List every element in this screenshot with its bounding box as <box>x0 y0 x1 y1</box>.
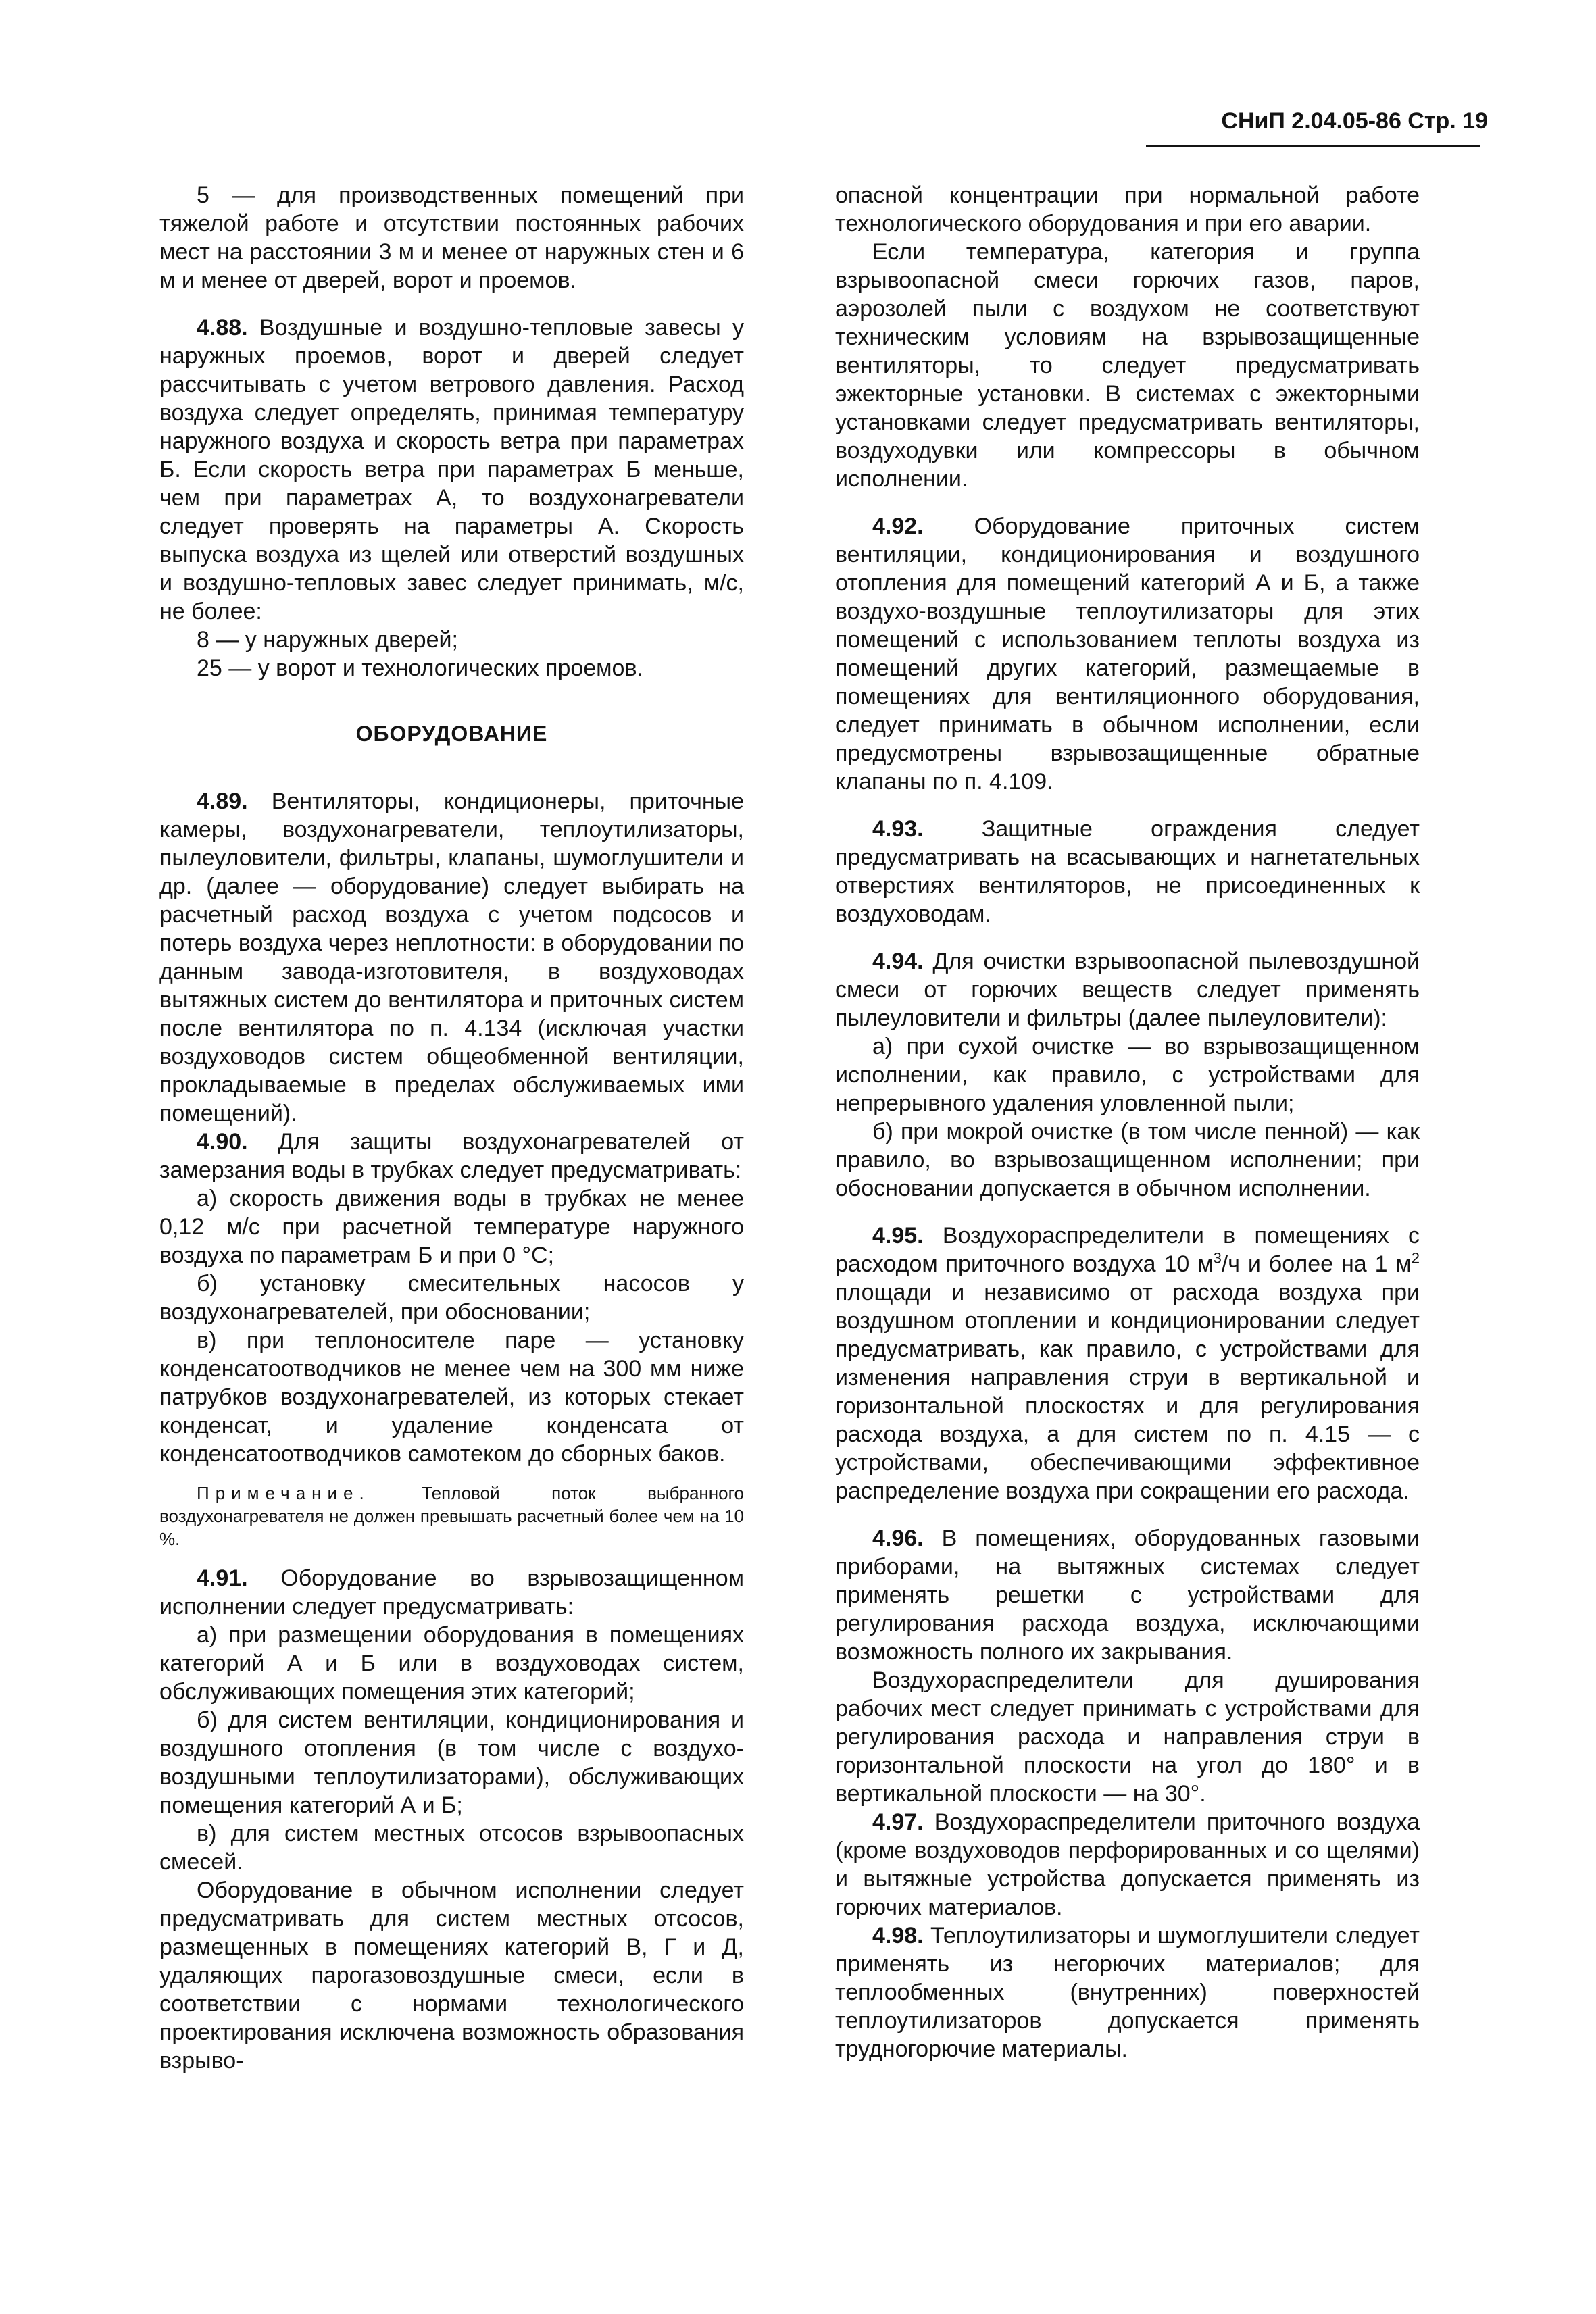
section-number: 4.94. <box>872 949 924 974</box>
section-text: Оборудование приточных систем вентиляции, кондиционирования и воздушного отопления для помещений категорий А и Б, а также воздухо-воздушные теплоутилизаторы для этих помещений с использованием теплоты воздуха из помещений других категорий, размещаемые в помещениях для вентиляционного оборудования, следует принимать в обычном исполнении, если предусмотрены взрывозащищенные обратные клапаны по п. 4.109. <box>835 513 1420 795</box>
paragraph: Оборудование в обычном исполнении следует предусматривать для систем местных отсосов, размещенных в помещениях категорий В, Г и Д, удаляющих парогазовоздушные смеси, если в соответствии с нормами технологического проектирования исключена возможность образования взрыво- <box>159 1878 744 2073</box>
section-text: Защитные ограждения следует предусматривать на всасывающих и нагнетательных отверстиях вентиляторов, не присоединенных к воздуховодам. <box>835 816 1420 927</box>
section-number: 4.91. <box>197 1565 248 1591</box>
section-heading: ОБОРУДОВАНИЕ <box>355 722 548 746</box>
section-number: 4.92. <box>872 513 924 539</box>
section-text: Теплоутилизаторы и шумоглушители следует применять из негорючих материалов; для теплообменных (внутренних) поверхностей теплоутилизаторов допускается применять трудногорючие материалы. <box>835 1923 1420 2062</box>
paragraph-item-5: 5 — для производственных помещений при тяжелой работе и отсутствии постоянных рабочих мест на расстоянии 3 м и менее от наружных стен и 6 м и менее от дверей, ворот и проемов. <box>159 182 744 293</box>
section-4-91 <box>159 1564 744 1621</box>
paragraph: Если температура, категория и группа взрывоопасной смеси горючих газов, паров, аэрозолей пыли с воздухом не соответствуют техническим условиям на взрывозащищенные вентиляторы, то следует предусматривать эжекторные установки. В системах с эжекторными установками следует предусматривать вентиляторы, воздуходувки или компрессоры в обычном исполнении. <box>835 239 1420 492</box>
section-text: Для защиты воздухонагревателей от замерзания воды в трубках следует предусматривать: <box>159 1129 745 1183</box>
paragraph: Воздухораспределители для душирования рабочих мест следует принимать с устройствами для регулирования расхода и направления струи в горизонтальной плоскости на угол до 180° и в вертикальной плоскости — на 30°. <box>835 1667 1420 1807</box>
paragraph-continued: опасной концентрации при нормальной работе технологического оборудования и при его аварии. <box>835 182 1420 236</box>
section-text: В помещениях, оборудованных газовыми приборами, на вытяжных системах следует применять решетки с устройствами для регулирования расхода воздуха, исключающими возможность полного их закрывания. <box>835 1526 1420 1665</box>
section-4-93 <box>835 815 1420 928</box>
section-text: Воздушные и воздушно-тепловые завесы у наружных проемов, ворот и дверей следует рассчитывать с учетом ветрового давления. Расход воздуха следует определять, принимая температуру наружного воздуха и скорость ветра при параметрах Б. Если скорость ветра при параметрах Б меньше, чем при параметрах А, то воздухонагреватели следует проверять на параметры А. Скорость выпуска воздуха из щелей или отверстий воздушных и воздушно-тепловых завес следует принимать, м/с, не более: <box>159 315 745 624</box>
section-text: Вентиляторы, кондиционеры, приточные камеры, воздухонагреватели, теплоутилизаторы, пылеуловители, фильтры, клапаны, шумоглушители и др. (далее — оборудование) следует выбирать на расчетный расход воздуха с учетом подсосов и потерь воздуха через неплотности: в оборудовании по данным завода-изготовителя, в воздуховодах вытяжных систем до вентилятора и приточных систем после вентилятора по п. 4.134 (исключая участки воздуховодов систем общеобменной вентиляции, прокладываемые в пределах обслуживаемых ими помещений). <box>159 788 744 1126</box>
section-4-98 <box>835 1921 1420 2063</box>
list-item: в) при теплоносителе паре — установку конденсатоотводчиков не менее чем на 300 мм ниже патрубков воздухонагревателей, из которых стекает конденсат, и удаление конденсата от конденсатоотводчиков самотеком до сборных баков. <box>159 1328 744 1467</box>
note-text: Тепловой поток выбранного воздухонагревателя не должен превышать расчетный более чем на 10 %. <box>159 1483 744 1549</box>
section-number: 4.98. <box>872 1923 924 1948</box>
section-text: площади и независимо от расхода воздуха при воздушном отоплении и кондиционировании следует предусматривать, как правило, с устройствами для изменения направления струи в вертикальной и горизонтальной плоскостях и для регулирования расхода воздуха, а для систем по п. 4.15 — с устройствами, обеспечивающими эффективное распределение воздуха при сокращении его расхода. <box>835 1280 1420 1504</box>
list-item: в) для систем местных отсосов взрывоопасных смесей. <box>159 1821 744 1875</box>
section-number: 4.96. <box>872 1526 924 1551</box>
list-item: а) при сухой очистке — во взрывозащищенном исполнении, как правило, с устройствами для непрерывного удаления уловленной пыли; <box>835 1034 1420 1116</box>
section-number: 4.90. <box>197 1129 248 1155</box>
section-4-90 <box>159 1128 744 1184</box>
section-text: Для очистки взрывоопасной пылевоздушной смеси от горючих веществ следует применять пылеуловители и фильтры (далее пылеуловители): <box>835 949 1420 1031</box>
section-text: Оборудование во взрывозащищенном исполнении следует предусматривать: <box>159 1565 744 1619</box>
page-header: СНиП 2.04.05-86 Стр. 19 <box>1221 108 1488 134</box>
section-number: 4.88. <box>197 315 248 341</box>
section-4-92 <box>835 512 1420 796</box>
superscript: 3 <box>1213 1249 1222 1267</box>
list-item: б) установку смесительных насосов у воздухонагревателей, при обосновании; <box>159 1271 744 1325</box>
list-item: а) при размещении оборудования в помещениях категорий А и Б или в воздуховодах систем, обслуживающих помещения этих категорий; <box>159 1622 744 1705</box>
note <box>159 1482 744 1551</box>
section-4-96 <box>835 1524 1420 1666</box>
list-item: б) для систем вентиляции, кондиционирования и воздушного отопления (в том числе с воздухо-воздушными теплоутилизаторами), обслуживающих помещения категорий А и Б; <box>159 1707 744 1818</box>
section-4-94 <box>835 947 1420 1032</box>
list-item: 25 — у ворот и технологических проемов. <box>197 655 643 681</box>
list-item: б) при мокрой очистке (в том числе пенной) — как правило, во взрывозащищенном исполнении; при обосновании допускается в обычном исполнении. <box>835 1119 1420 1201</box>
section-number: 4.93. <box>872 816 924 842</box>
right-column <box>835 181 1420 2063</box>
list-item: 8 — у наружных дверей; <box>197 627 458 653</box>
section-text: /ч и более на 1 м <box>1221 1251 1412 1277</box>
section-4-97 <box>835 1808 1420 1921</box>
section-number: 4.89. <box>197 788 248 814</box>
section-4-89 <box>159 787 744 1128</box>
list-item: а) скорость движения воды в трубках не менее 0,12 м/с при расчетной температуре наружного воздуха по параметрам Б и при 0 °С; <box>159 1186 744 1268</box>
section-4-95 <box>835 1222 1420 1505</box>
section-4-88 <box>159 313 744 626</box>
header-rule <box>1146 145 1480 147</box>
section-number: 4.95. <box>872 1223 924 1249</box>
section-text: Воздухораспределители приточного воздуха (кроме воздуховодов перфорированных и со щелями) и вытяжные устройства допускается применять из горючих материалов. <box>835 1809 1420 1920</box>
note-label: Примечание. <box>197 1483 370 1503</box>
section-text: Воздухораспределители в помещениях с расходом приточного воздуха 10 м <box>835 1223 1420 1277</box>
section-number: 4.97. <box>872 1809 924 1835</box>
left-column <box>159 181 744 2075</box>
superscript: 2 <box>1411 1249 1420 1267</box>
